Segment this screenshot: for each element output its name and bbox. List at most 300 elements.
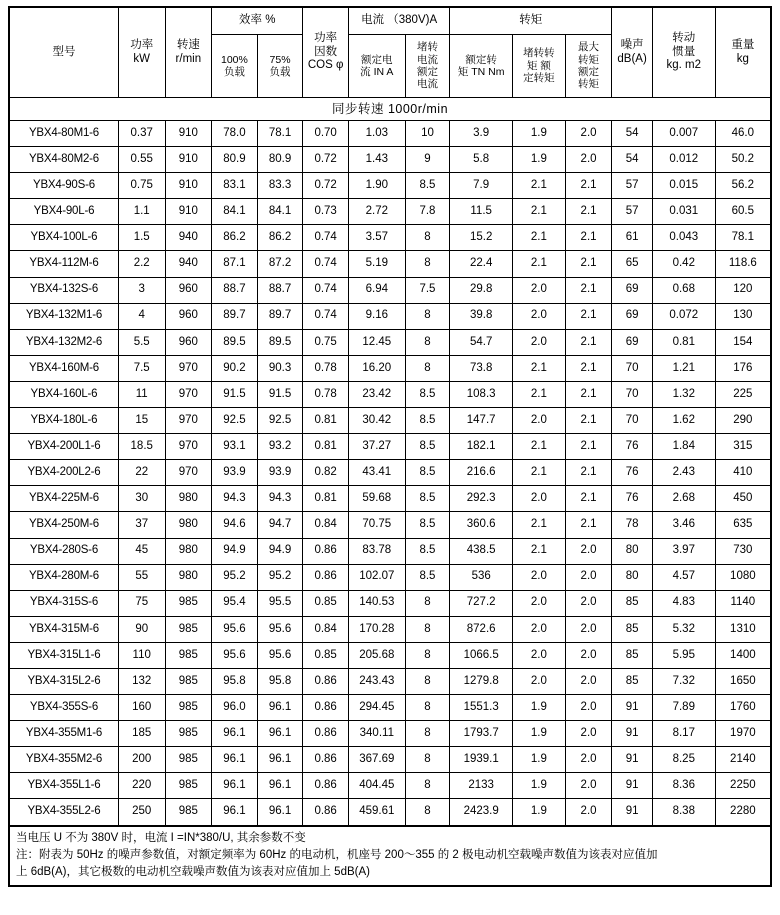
cell-max_torque: 2.1 [565, 173, 612, 199]
cell-rated_current: 5.19 [348, 251, 405, 277]
cell-rated_current: 2.72 [348, 199, 405, 225]
cell-model: YBX4-280M-6 [9, 564, 118, 590]
cell-speed: 970 [165, 434, 212, 460]
cell-pf: 0.72 [303, 173, 349, 199]
cell-weight: 290 [715, 408, 771, 434]
col-header-eff-75: 75% 负载 [257, 35, 303, 98]
cell-rated_torque: 727.2 [450, 590, 513, 616]
cell-pf: 0.74 [303, 303, 349, 329]
cell-locked_current: 8.5 [405, 381, 450, 407]
cell-power: 2.2 [118, 251, 165, 277]
cell-speed: 960 [165, 329, 212, 355]
cell-max_torque: 2.1 [565, 199, 612, 225]
cell-weight: 120 [715, 277, 771, 303]
cell-model: YBX4-200L2-6 [9, 460, 118, 486]
table-row [9, 355, 771, 381]
cell-inertia: 5.32 [652, 616, 715, 642]
table-row [9, 173, 771, 199]
cell-locked_current: 8 [405, 773, 450, 799]
table-row [9, 512, 771, 538]
cell-rated_current: 1.43 [348, 147, 405, 173]
col-header-weight: 重量 kg [715, 7, 771, 98]
cell-locked_current: 8.5 [405, 564, 450, 590]
cell-locked_current: 8.5 [405, 486, 450, 512]
table-row [9, 277, 771, 303]
cell-eff75: 94.7 [257, 512, 303, 538]
cell-speed: 980 [165, 538, 212, 564]
cell-max_torque: 2.0 [565, 590, 612, 616]
col-header-noise: 噪声 dB(A) [612, 7, 653, 98]
cell-model: YBX4-315M-6 [9, 616, 118, 642]
cell-noise: 78 [612, 512, 653, 538]
cell-weight: 118.6 [715, 251, 771, 277]
cell-inertia: 4.57 [652, 564, 715, 590]
cell-power: 0.55 [118, 147, 165, 173]
cell-rated_current: 1.90 [348, 173, 405, 199]
cell-eff75: 91.5 [257, 381, 303, 407]
cell-locked_current: 8 [405, 747, 450, 773]
cell-max_torque: 2.0 [565, 616, 612, 642]
cell-eff75: 78.1 [257, 121, 303, 147]
cell-weight: 1310 [715, 616, 771, 642]
cell-inertia: 8.25 [652, 747, 715, 773]
cell-weight: 1400 [715, 642, 771, 668]
cell-pf: 0.74 [303, 251, 349, 277]
cell-weight: 78.1 [715, 225, 771, 251]
cell-inertia: 0.072 [652, 303, 715, 329]
table-row [9, 251, 771, 277]
cell-locked_torque: 1.9 [513, 721, 566, 747]
cell-speed: 985 [165, 799, 212, 826]
cell-rated_torque: 73.8 [450, 355, 513, 381]
cell-weight: 2140 [715, 747, 771, 773]
table-row [9, 147, 771, 173]
table-body [9, 121, 771, 826]
cell-rated_torque: 360.6 [450, 512, 513, 538]
cell-locked_current: 10 [405, 121, 450, 147]
cell-rated_torque: 1793.7 [450, 721, 513, 747]
cell-rated_current: 23.42 [348, 381, 405, 407]
cell-max_torque: 2.1 [565, 408, 612, 434]
group-header-row [9, 7, 771, 35]
cell-max_torque: 2.1 [565, 277, 612, 303]
cell-eff100: 95.4 [212, 590, 258, 616]
table-row [9, 773, 771, 799]
cell-max_torque: 2.0 [565, 668, 612, 694]
cell-eff75: 96.1 [257, 721, 303, 747]
table-row [9, 590, 771, 616]
cell-eff75: 95.6 [257, 642, 303, 668]
cell-max_torque: 2.1 [565, 329, 612, 355]
cell-speed: 980 [165, 486, 212, 512]
col-header-power-factor: 功率 因数 COS φ [303, 7, 349, 98]
cell-rated_current: 37.27 [348, 434, 405, 460]
cell-max_torque: 2.1 [565, 225, 612, 251]
cell-pf: 0.86 [303, 538, 349, 564]
cell-model: YBX4-315L1-6 [9, 642, 118, 668]
cell-inertia: 1.21 [652, 355, 715, 381]
cell-rated_current: 70.75 [348, 512, 405, 538]
cell-noise: 85 [612, 642, 653, 668]
col-header-speed: 转速 r/min [165, 7, 212, 98]
cell-model: YBX4-80M1-6 [9, 121, 118, 147]
cell-locked_current: 8 [405, 721, 450, 747]
cell-locked_torque: 2.1 [513, 355, 566, 381]
cell-max_torque: 2.1 [565, 512, 612, 538]
cell-weight: 635 [715, 512, 771, 538]
cell-rated_torque: 22.4 [450, 251, 513, 277]
cell-rated_torque: 2423.9 [450, 799, 513, 826]
cell-inertia: 1.84 [652, 434, 715, 460]
cell-eff75: 86.2 [257, 225, 303, 251]
cell-speed: 910 [165, 121, 212, 147]
col-header-locked-current-ratio: 堵转 电流 额定 电流 [405, 35, 450, 98]
cell-locked_torque: 2.1 [513, 381, 566, 407]
cell-locked_torque: 2.1 [513, 460, 566, 486]
cell-power: 4 [118, 303, 165, 329]
section-title: 同步转速 1000r/min [9, 98, 771, 121]
cell-pf: 0.78 [303, 355, 349, 381]
cell-noise: 57 [612, 199, 653, 225]
cell-power: 75 [118, 590, 165, 616]
table-row [9, 303, 771, 329]
cell-model: YBX4-355L2-6 [9, 799, 118, 826]
cell-eff100: 86.2 [212, 225, 258, 251]
cell-locked_torque: 1.9 [513, 695, 566, 721]
cell-model: YBX4-132M2-6 [9, 329, 118, 355]
cell-eff100: 95.8 [212, 668, 258, 694]
cell-pf: 0.82 [303, 460, 349, 486]
cell-inertia: 2.68 [652, 486, 715, 512]
cell-weight: 1760 [715, 695, 771, 721]
cell-model: YBX4-250M-6 [9, 512, 118, 538]
cell-eff75: 87.2 [257, 251, 303, 277]
cell-inertia: 0.81 [652, 329, 715, 355]
cell-locked_torque: 2.0 [513, 329, 566, 355]
cell-rated_torque: 536 [450, 564, 513, 590]
col-header-model: 型号 [9, 7, 118, 98]
cell-locked_torque: 2.0 [513, 616, 566, 642]
cell-rated_torque: 438.5 [450, 538, 513, 564]
col-header-locked-torque-ratio: 堵转转 矩 额 定转矩 [513, 35, 566, 98]
cell-pf: 0.74 [303, 225, 349, 251]
cell-model: YBX4-100L-6 [9, 225, 118, 251]
cell-power: 7.5 [118, 355, 165, 381]
table-row [9, 538, 771, 564]
cell-inertia: 1.32 [652, 381, 715, 407]
cell-locked_current: 8.5 [405, 538, 450, 564]
note-noise-line1: 注：附表为 50Hz 的噪声参数值，对额定频率为 60Hz 的电动机，机座号 200～355 的 2 极电动机空载噪声数值为该表对应值加 [16, 848, 658, 861]
cell-weight: 130 [715, 303, 771, 329]
cell-pf: 0.86 [303, 747, 349, 773]
cell-eff75: 89.7 [257, 303, 303, 329]
cell-weight: 1080 [715, 564, 771, 590]
cell-rated_current: 170.28 [348, 616, 405, 642]
table-row [9, 408, 771, 434]
cell-noise: 76 [612, 434, 653, 460]
cell-eff100: 94.6 [212, 512, 258, 538]
cell-inertia: 2.43 [652, 460, 715, 486]
cell-noise: 91 [612, 773, 653, 799]
cell-eff100: 94.3 [212, 486, 258, 512]
cell-speed: 910 [165, 173, 212, 199]
cell-speed: 960 [165, 303, 212, 329]
cell-inertia: 7.32 [652, 668, 715, 694]
cell-rated_torque: 1551.3 [450, 695, 513, 721]
cell-model: YBX4-160L-6 [9, 381, 118, 407]
group-header-current: 电流 （380V)A [348, 7, 449, 35]
table-row [9, 199, 771, 225]
cell-eff100: 96.0 [212, 695, 258, 721]
cell-max_torque: 2.1 [565, 251, 612, 277]
cell-inertia: 3.97 [652, 538, 715, 564]
cell-noise: 91 [612, 721, 653, 747]
cell-noise: 70 [612, 355, 653, 381]
cell-locked_torque: 2.1 [513, 434, 566, 460]
table-row [9, 616, 771, 642]
motor-spec-table [8, 6, 772, 827]
cell-power: 90 [118, 616, 165, 642]
table-row [9, 225, 771, 251]
cell-max_torque: 2.0 [565, 538, 612, 564]
cell-pf: 0.85 [303, 642, 349, 668]
cell-eff100: 96.1 [212, 747, 258, 773]
table-row [9, 564, 771, 590]
cell-speed: 985 [165, 642, 212, 668]
cell-max_torque: 2.1 [565, 434, 612, 460]
cell-model: YBX4-132M1-6 [9, 303, 118, 329]
cell-locked_current: 8 [405, 642, 450, 668]
cell-rated_current: 12.45 [348, 329, 405, 355]
cell-rated_torque: 216.6 [450, 460, 513, 486]
cell-speed: 985 [165, 695, 212, 721]
cell-pf: 0.81 [303, 486, 349, 512]
cell-eff100: 94.9 [212, 538, 258, 564]
cell-power: 1.1 [118, 199, 165, 225]
cell-locked_torque: 2.0 [513, 486, 566, 512]
cell-eff75: 96.1 [257, 773, 303, 799]
cell-speed: 985 [165, 668, 212, 694]
cell-weight: 176 [715, 355, 771, 381]
cell-model: YBX4-90S-6 [9, 173, 118, 199]
cell-inertia: 7.89 [652, 695, 715, 721]
group-header-efficiency: 效率 % [212, 7, 303, 35]
cell-rated_torque: 182.1 [450, 434, 513, 460]
cell-eff75: 96.1 [257, 799, 303, 826]
cell-speed: 940 [165, 251, 212, 277]
table-row [9, 695, 771, 721]
cell-pf: 0.75 [303, 329, 349, 355]
cell-weight: 450 [715, 486, 771, 512]
cell-speed: 970 [165, 355, 212, 381]
cell-pf: 0.86 [303, 799, 349, 826]
cell-max_torque: 2.0 [565, 799, 612, 826]
cell-eff75: 90.3 [257, 355, 303, 381]
cell-rated_torque: 15.2 [450, 225, 513, 251]
cell-power: 160 [118, 695, 165, 721]
cell-rated_torque: 39.8 [450, 303, 513, 329]
cell-eff75: 83.3 [257, 173, 303, 199]
cell-eff100: 88.7 [212, 277, 258, 303]
cell-weight: 2280 [715, 799, 771, 826]
cell-locked_current: 7.5 [405, 277, 450, 303]
cell-model: YBX4-355S-6 [9, 695, 118, 721]
cell-weight: 154 [715, 329, 771, 355]
cell-rated_current: 140.53 [348, 590, 405, 616]
cell-pf: 0.86 [303, 695, 349, 721]
cell-speed: 970 [165, 408, 212, 434]
cell-model: YBX4-132S-6 [9, 277, 118, 303]
cell-pf: 0.86 [303, 668, 349, 694]
cell-max_torque: 2.0 [565, 564, 612, 590]
cell-weight: 315 [715, 434, 771, 460]
cell-eff100: 80.9 [212, 147, 258, 173]
cell-eff100: 95.6 [212, 642, 258, 668]
cell-model: YBX4-80M2-6 [9, 147, 118, 173]
notes-block [8, 827, 772, 888]
cell-speed: 985 [165, 616, 212, 642]
cell-rated_current: 6.94 [348, 277, 405, 303]
cell-max_torque: 2.1 [565, 303, 612, 329]
table-row [9, 381, 771, 407]
cell-inertia: 0.012 [652, 147, 715, 173]
cell-noise: 69 [612, 277, 653, 303]
cell-inertia: 0.42 [652, 251, 715, 277]
cell-eff75: 84.1 [257, 199, 303, 225]
cell-weight: 1140 [715, 590, 771, 616]
cell-eff75: 80.9 [257, 147, 303, 173]
cell-locked_torque: 1.9 [513, 773, 566, 799]
table-row [9, 486, 771, 512]
col-header-max-torque-ratio: 最大 转矩 额定 转矩 [565, 35, 612, 98]
cell-noise: 85 [612, 616, 653, 642]
cell-locked_torque: 2.1 [513, 173, 566, 199]
cell-locked_torque: 1.9 [513, 147, 566, 173]
cell-noise: 91 [612, 695, 653, 721]
cell-pf: 0.86 [303, 721, 349, 747]
cell-eff75: 95.8 [257, 668, 303, 694]
cell-max_torque: 2.0 [565, 695, 612, 721]
cell-locked_current: 8 [405, 695, 450, 721]
cell-rated_torque: 147.7 [450, 408, 513, 434]
cell-locked_torque: 2.0 [513, 564, 566, 590]
cell-inertia: 3.46 [652, 512, 715, 538]
cell-locked_torque: 1.9 [513, 747, 566, 773]
cell-rated_current: 205.68 [348, 642, 405, 668]
cell-locked_current: 8.5 [405, 512, 450, 538]
cell-rated_current: 9.16 [348, 303, 405, 329]
cell-eff100: 84.1 [212, 199, 258, 225]
cell-rated_torque: 29.8 [450, 277, 513, 303]
cell-eff100: 95.6 [212, 616, 258, 642]
cell-noise: 65 [612, 251, 653, 277]
cell-noise: 69 [612, 303, 653, 329]
cell-power: 37 [118, 512, 165, 538]
cell-pf: 0.86 [303, 564, 349, 590]
cell-rated_torque: 7.9 [450, 173, 513, 199]
cell-locked_torque: 1.9 [513, 799, 566, 826]
cell-rated_torque: 3.9 [450, 121, 513, 147]
cell-eff75: 93.2 [257, 434, 303, 460]
cell-locked_torque: 2.0 [513, 277, 566, 303]
cell-eff75: 96.1 [257, 747, 303, 773]
cell-model: YBX4-280S-6 [9, 538, 118, 564]
cell-rated_current: 16.20 [348, 355, 405, 381]
cell-inertia: 8.17 [652, 721, 715, 747]
cell-power: 0.75 [118, 173, 165, 199]
cell-pf: 0.86 [303, 773, 349, 799]
cell-weight: 56.2 [715, 173, 771, 199]
cell-speed: 985 [165, 773, 212, 799]
cell-model: YBX4-315S-6 [9, 590, 118, 616]
cell-eff100: 92.5 [212, 408, 258, 434]
cell-inertia: 1.62 [652, 408, 715, 434]
cell-max_torque: 2.1 [565, 460, 612, 486]
cell-power: 132 [118, 668, 165, 694]
cell-rated_torque: 2133 [450, 773, 513, 799]
cell-rated_current: 3.57 [348, 225, 405, 251]
cell-power: 18.5 [118, 434, 165, 460]
cell-rated_torque: 872.6 [450, 616, 513, 642]
cell-rated_torque: 108.3 [450, 381, 513, 407]
cell-locked_current: 8.5 [405, 460, 450, 486]
cell-model: YBX4-225M-6 [9, 486, 118, 512]
cell-pf: 0.74 [303, 277, 349, 303]
table-row [9, 668, 771, 694]
cell-model: YBX4-112M-6 [9, 251, 118, 277]
cell-locked_current: 8 [405, 225, 450, 251]
cell-noise: 80 [612, 538, 653, 564]
cell-weight: 46.0 [715, 121, 771, 147]
cell-model: YBX4-180L-6 [9, 408, 118, 434]
table-row [9, 121, 771, 147]
table-row [9, 642, 771, 668]
cell-power: 30 [118, 486, 165, 512]
cell-pf: 0.72 [303, 147, 349, 173]
cell-eff100: 96.1 [212, 799, 258, 826]
cell-power: 15 [118, 408, 165, 434]
cell-max_torque: 2.0 [565, 642, 612, 668]
cell-pf: 0.85 [303, 590, 349, 616]
cell-power: 55 [118, 564, 165, 590]
cell-rated_torque: 11.5 [450, 199, 513, 225]
cell-rated_torque: 292.3 [450, 486, 513, 512]
cell-max_torque: 2.1 [565, 355, 612, 381]
cell-noise: 91 [612, 799, 653, 826]
cell-eff100: 78.0 [212, 121, 258, 147]
table-row [9, 721, 771, 747]
table-row [9, 329, 771, 355]
table-row [9, 434, 771, 460]
cell-pf: 0.78 [303, 381, 349, 407]
cell-rated_current: 83.78 [348, 538, 405, 564]
cell-locked_torque: 2.0 [513, 668, 566, 694]
cell-power: 110 [118, 642, 165, 668]
cell-power: 3 [118, 277, 165, 303]
cell-power: 0.37 [118, 121, 165, 147]
cell-max_torque: 2.0 [565, 147, 612, 173]
cell-speed: 985 [165, 721, 212, 747]
cell-noise: 76 [612, 486, 653, 512]
cell-pf: 0.81 [303, 408, 349, 434]
cell-model: YBX4-200L1-6 [9, 434, 118, 460]
cell-rated_torque: 1939.1 [450, 747, 513, 773]
cell-eff100: 83.1 [212, 173, 258, 199]
cell-inertia: 8.36 [652, 773, 715, 799]
cell-rated_current: 367.69 [348, 747, 405, 773]
cell-speed: 970 [165, 381, 212, 407]
cell-locked_torque: 2.0 [513, 642, 566, 668]
